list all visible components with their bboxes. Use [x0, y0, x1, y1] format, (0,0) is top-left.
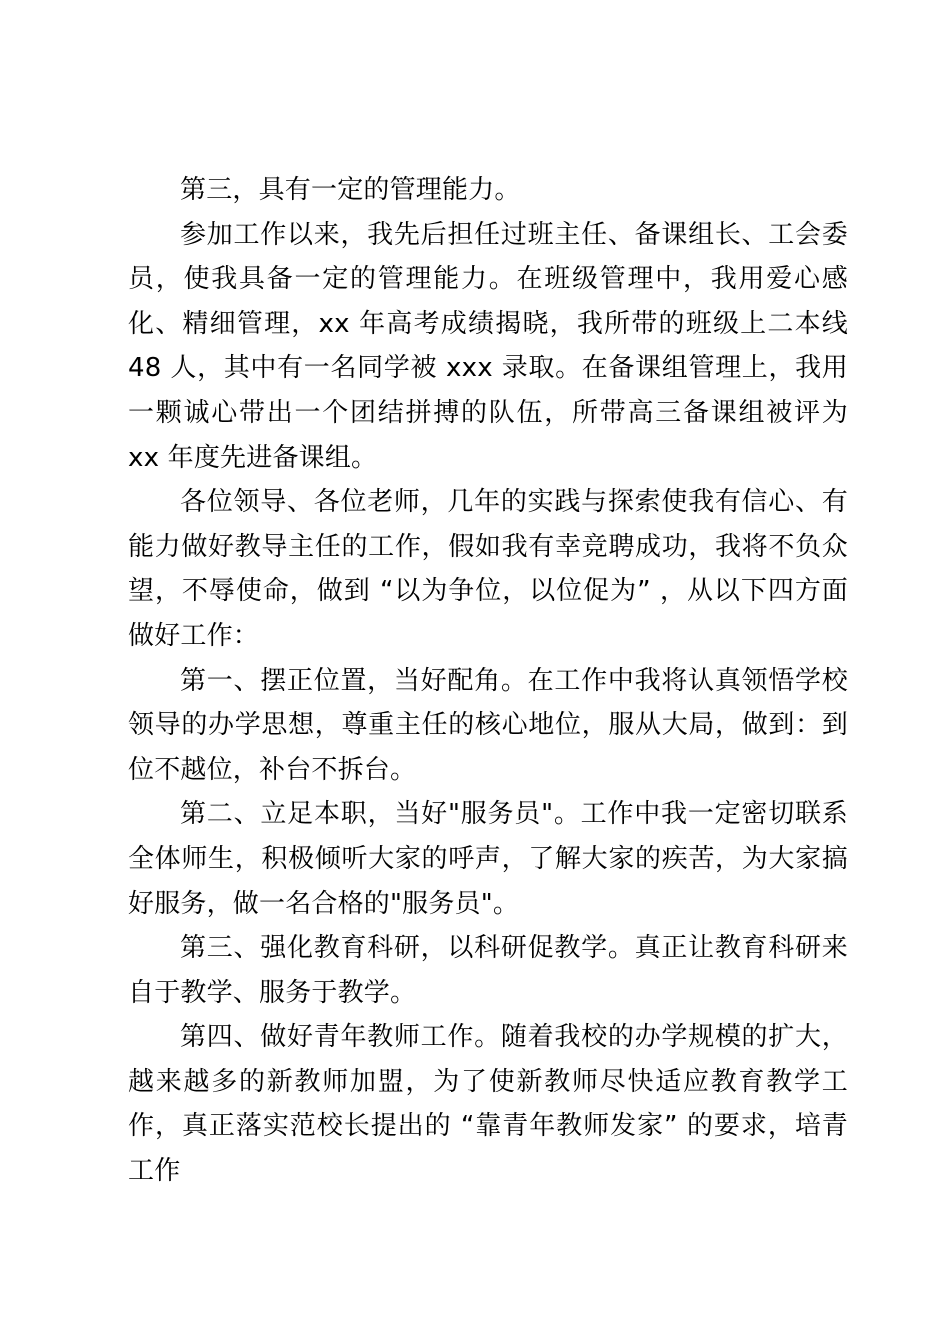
paragraph-confidence-statement: 各位领导、各位老师，几年的实践与探索使我有信心、有能力做好教导主任的工作，假如我有幸竞聘成功，我将不负众望，不辱使命，做到 “以为争位，以位促为” ，从以下四方面做好工作：	[128, 487, 848, 651]
paragraph-point-one: 第一、摆正位置，当好配角。在工作中我将认真领悟学校领导的办学思想，尊重主任的核心地位，服从大局，做到：到位不越位，补台不拆台。	[128, 665, 848, 785]
paragraph-management-experience: 参加工作以来，我先后担任过班主任、备课组长、工会委员，使我具备一定的管理能力。在班级管理中，我用爱心感化、精细管理，xx 年高考成绩揭晓，我所带的班级上二本线 48 人，其中有一名同学被 xxx 录取。在备课组管理上，我用一颗诚心带出一个团结拼搏的队伍，所带高三备课组被评为 xx 年度先进备课组。	[128, 219, 848, 473]
document-body	[128, 168, 848, 1194]
paragraph-management-heading: 第三，具有一定的管理能力。	[180, 175, 521, 205]
paragraph-point-four: 第四、做好青年教师工作。随着我校的办学规模的扩大，越来越多的新教师加盟，为了使新教师尽快适应教育教学工作，真正落实范校长提出的 “靠青年教师发家” 的要求，培青工作	[128, 1022, 848, 1187]
paragraph-point-three: 第三、强化教育科研，以科研促教学。真正让教育科研来自于教学、服务于教学。	[128, 933, 848, 1008]
paragraph-point-two: 第二、立足本职，当好"服务员"。工作中我一定密切联系全体师生，积极倾听大家的呼声，了解大家的疾苦，为大家搞好服务，做一名合格的"服务员"。	[128, 799, 848, 919]
